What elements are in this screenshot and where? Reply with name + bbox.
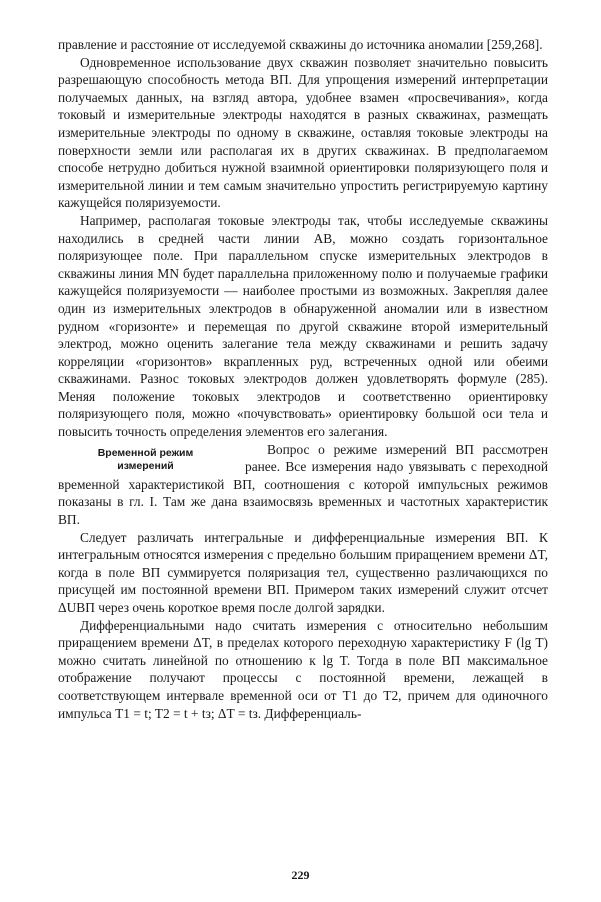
section-sidehead <box>58 447 233 473</box>
page-body <box>58 36 548 722</box>
paragraph-1: правление и расстояние от исследуемой скважины до источника аномалии [259,268]. <box>58 37 543 52</box>
paragraph-6: Дифференциальными надо считать измерения с относительно небольшим приращением времени ΔT, в пределах которого переходную характеристику F (lg T) можно считать линейной по отношению к lg T. Тогда в поле ВП максимальное отображение получают процессы с постоянной времени, лежащей в соответствующем интервале временной оси от T1 до T2, причем для одиночного импульса T1 = t; T2 = t + tз; ΔT = tз. Дифференциаль- <box>58 617 548 721</box>
section-block <box>58 441 548 529</box>
paragraph-3: Например, располагая токовые электроды так, чтобы исследуемые скважины находились в средней части линии AB, можно создать горизонтальное поляризующее поле. При параллельном спуске измерительных электродов в скважины линия MN будет параллельна приложенному полю и получаемые графики кажущейся поляризуемости — наиболее простыми из возможных. Закрепляя далее один из измерительных электродов в обнаруженной аномалии или в известном рудном «горизонте» и перемещая по другой скважине второй измерительный электрод, можно оценить залегание тела между скважинами и решить задачу корреляции «горизонтов» вкрапленных руд, встреченных одной или обеими скважинами. Разнос токовых электродов должен удовлетворять формуле (285). Меняя положение токовых электродов и соответственно ориентировку поляризующего поля, можно «почувствовать» ориентировку большой оси тела и повысить точность определения элементов его залегания. <box>58 212 548 440</box>
paragraph-2: Одновременное использование двух скважин позволяет значительно повысить разрешающую способность метода ВП. Для упрощения измерений интерпретации получаемых данных, на взгляд автора, удобнее взамен «просвечивания», когда токовый и измерительные электроды находятся в разных скважинах, размещать измерительные электроды по одному в скважине, оставляя токовые электроды на поверхности земли или располагая их в других скважинах. В предполагаемом способе нетрудно добиться нужной взаимной ориентировки поляризующего поля и измерительной линии и тем самым значительно упростить регистрируемую картину кажущейся поляризуемости. <box>58 54 548 211</box>
paragraph-4: Вопрос о режиме измерений ВП рассмотрен ранее. Все измерения надо увязывать с переходной временной характеристикой ВП, соотношения с которой импульсных режимов показаны в гл. I. Там же дана взаимосвязь временных и частотных характеристик ВП. <box>58 441 548 528</box>
sidehead-line-2: измерений <box>117 459 174 472</box>
paragraph-5: Следует различать интегральные и дифференциальные измерения ВП. К интегральным относятся измерения с предельно большим приращением времени ΔT, когда в поле ВП суммируется поляризация тел, существенно различающихся по присущей им постоянной времени ВП. Примером таких измерений служит отсчет ΔUВП через очень короткое время после долгой зарядки. <box>58 529 548 615</box>
page-number: 229 <box>291 868 310 882</box>
sidehead-line-1: Временной режим <box>97 446 194 459</box>
